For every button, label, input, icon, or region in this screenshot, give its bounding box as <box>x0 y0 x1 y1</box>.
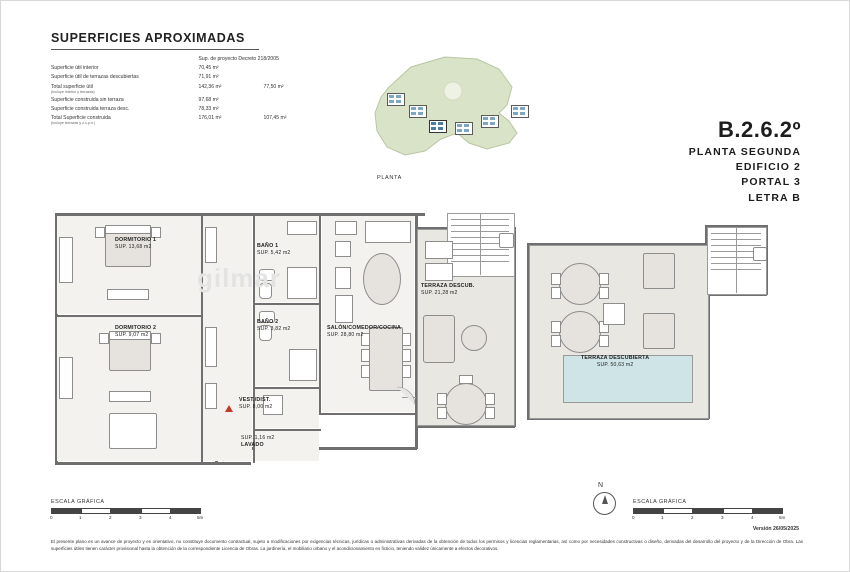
dresser-2 <box>109 391 151 402</box>
terrace-plan <box>525 207 815 472</box>
scale-bar-left <box>50 499 204 520</box>
wall-salon-bottom <box>319 413 417 415</box>
table-row <box>51 95 321 104</box>
label-vestibule-area: SUP. 8,00 m2 <box>239 404 273 411</box>
wall-bottom-left <box>55 462 251 465</box>
chair-2 <box>361 349 370 362</box>
row-label-text: Total Superficie construida <box>51 115 111 122</box>
row-value-1: 142,36 m² <box>198 83 222 90</box>
label-laundry <box>241 435 274 449</box>
chair-6 <box>402 365 411 378</box>
label-bath-1 <box>257 243 290 257</box>
row-label: Superficie útil de terrazas descubiertas <box>51 74 139 81</box>
compass-needle <box>602 495 608 504</box>
label-salon-area: SUP. 28,80 m2 <box>327 332 364 339</box>
compass-rose <box>589 483 617 519</box>
table-row <box>51 64 321 73</box>
scale-left-tick-5: 5m <box>197 515 204 520</box>
label-vestibule-name: VEST./DIST. <box>239 397 271 403</box>
row-label: Superficie útil interior <box>51 65 99 72</box>
site-plan-caption: PLANTA <box>377 175 402 181</box>
compass-north-label: N <box>598 482 604 489</box>
row-label-sub: (Incluye terrazas y z.c.p.n.) <box>51 121 96 126</box>
sideboard <box>335 295 353 323</box>
terrace-dining-table <box>445 383 487 425</box>
door-swing-salon <box>395 385 417 407</box>
terrace-chair-2 <box>437 407 447 419</box>
sink-bath1 <box>259 269 275 281</box>
label-salon-name: SALÓN/COMEDOR/COCINA <box>327 325 402 331</box>
terrace-lounge-2 <box>643 313 675 349</box>
terrace-chair-f <box>551 335 561 347</box>
terrace-chair-c <box>599 273 609 285</box>
terr-stair-core <box>707 227 767 295</box>
bed-2 <box>109 337 151 371</box>
closet-corridor-3 <box>205 383 217 409</box>
label-bath-2 <box>257 319 290 333</box>
scale-right-title: ESCALA GRÁFICA <box>633 499 687 505</box>
table-row <box>51 114 321 127</box>
scale-left-tick-2: 2 <box>109 515 112 520</box>
scale-right-tick-4: 4 <box>751 515 754 520</box>
site-block-4 <box>481 115 499 128</box>
terrace-chair-5 <box>459 375 473 384</box>
legal-disclaimer: El presente plano es un avance de proyecto y es orientativo, no constituye documento contractual, sujeto a modificaciones por exigencias técnicas, jurídicas o administrativas derivadas de la obtención de todos los permisos y licencias reglamentarias, así como por necesidades constructivas o diseño, derivadas del desarrollo del proyecto y de la Dirección de Obra. Las superficies útiles tienen carácter provisional hasta la obtención de la correspondiente Licencia de Obras. La jardinería, el mobiliario urbano y el acondicionamiento es ficticio, teniendo validez únicamente a efectos decorativos. <box>51 539 803 551</box>
row-value-2 <box>264 105 322 114</box>
terrace-chair-4 <box>485 407 495 419</box>
nightstand-left-2 <box>99 333 109 344</box>
unit-letter: LETRA B <box>748 191 801 204</box>
scale-left-tick-0: 0 <box>50 515 53 520</box>
label-bedroom-2 <box>115 325 156 339</box>
label-laundry-area: SUP. 1,16 m2 <box>241 435 275 441</box>
apartment-floor-plan <box>47 207 517 472</box>
terrace-round-table-1 <box>559 263 601 305</box>
scale-left-tick-4: 4 <box>169 515 172 520</box>
row-label <box>51 114 199 127</box>
seating-2 <box>109 413 157 449</box>
bathtub-bath1 <box>287 221 317 235</box>
nightstand-left-1 <box>95 227 105 238</box>
header-col-label: Sup. de proyecto Decreto 218/2005 <box>198 55 279 62</box>
row-label: Superficie construida terraza desc. <box>51 106 130 113</box>
row-value-2: 107,45 m² <box>263 115 287 122</box>
wall-salon-left <box>319 213 321 413</box>
unit-code: B.2.6.2º <box>718 117 801 142</box>
wardrobe-2 <box>59 357 73 399</box>
wardrobe-1 <box>59 237 73 283</box>
label-bedroom-1-name: DORMITORIO 1 <box>115 237 157 243</box>
label-terrace-open-area: SUP. 50,63 m2 <box>596 362 634 369</box>
label-bath-1-area: SUP. 5,42 m2 <box>257 250 291 257</box>
kitchen-island <box>365 221 411 243</box>
scale-right-bar <box>632 508 786 520</box>
scale-left-title: ESCALA GRÁFICA <box>51 499 105 505</box>
label-bath-2-area: SUP. 3,82 m2 <box>257 326 291 333</box>
terrace-lounge-1 <box>643 253 675 289</box>
label-bedroom-2-name: DORMITORIO 2 <box>115 325 157 331</box>
site-block-2 <box>409 105 427 118</box>
bed-1-headboard <box>105 225 151 234</box>
scale-right-tick-5: 5m <box>779 515 786 520</box>
scale-right-tick-1: 1 <box>661 515 664 520</box>
terrace-table <box>461 325 487 351</box>
kitchen-counter-1 <box>335 221 357 235</box>
closet-corridor-2 <box>205 327 217 367</box>
terrace-round-table-2 <box>559 311 601 353</box>
scale-right-tick-0: 0 <box>632 515 635 520</box>
label-vestibule <box>239 397 272 411</box>
scale-left-tick-3: 3 <box>139 515 142 520</box>
surfaces-title: SUPERFICIES APROXIMADAS <box>51 31 245 45</box>
scale-right-tick-2: 2 <box>691 515 694 520</box>
row-value-1: 78,33 m² <box>198 106 219 113</box>
toilet-bath1 <box>259 283 272 299</box>
label-bedroom-2-area: SUP. 9,07 m2 <box>115 332 149 339</box>
row-value-2: 77,50 m² <box>263 83 284 90</box>
entry-direction-marker <box>225 405 233 412</box>
closet-corridor-1 <box>205 227 217 263</box>
terrace-chair-3 <box>485 393 495 405</box>
table-row <box>51 82 321 95</box>
label-terrace-covered-name: TERRAZA DESCUB. <box>421 283 475 289</box>
scale-bar-right <box>632 499 786 520</box>
row-value-1: 70,45 m² <box>198 65 219 72</box>
unit-portal: PORTAL 3 <box>741 176 801 189</box>
label-salon <box>327 325 401 339</box>
site-key-plan <box>349 47 569 181</box>
label-bath-2-name: BAÑO 2 <box>257 319 279 325</box>
label-bedroom-1-area: SUP. 13,68 m2 <box>115 244 152 251</box>
terrace-chair-a <box>551 273 561 285</box>
label-terrace-open <box>581 355 649 369</box>
terr-stair-marker <box>753 247 767 261</box>
label-bedroom-1 <box>115 237 156 251</box>
kitchen-fridge <box>335 267 351 289</box>
label-terrace-covered <box>421 283 474 297</box>
table-row <box>51 105 321 114</box>
terrace-chair-d <box>599 287 609 299</box>
chair-5 <box>402 349 411 362</box>
row-value-2 <box>264 73 322 82</box>
dresser-1 <box>107 289 149 300</box>
unit-building: EDIFICIO 2 <box>735 161 801 174</box>
row-value-1: 71,91 m² <box>198 74 219 81</box>
row-label: Superficie construida sin terraza <box>51 97 124 103</box>
unit-identification-block <box>689 117 801 206</box>
table-row <box>51 73 321 82</box>
watermark: gilmar <box>197 263 282 293</box>
scale-left-tick-1: 1 <box>79 515 82 520</box>
label-terrace-covered-area: SUP. 21,28 m2 <box>421 290 458 297</box>
kitchen-appliance <box>335 241 351 257</box>
terrace-lounger-2 <box>425 263 453 281</box>
row-value-1: 176,01 m² <box>198 115 222 122</box>
site-block-3 <box>455 122 473 135</box>
row-label-text: Total superficie útil <box>51 83 93 90</box>
shower-bath2 <box>289 349 317 381</box>
terrace-chair-b <box>551 287 561 299</box>
version-stamp: Versión 26/05/2025 <box>752 526 799 532</box>
surfaces-table-block <box>51 31 321 127</box>
title-underline <box>51 49 259 50</box>
site-block-5 <box>511 105 529 118</box>
chair-4 <box>402 333 411 346</box>
site-block-selected[interactable] <box>429 120 447 133</box>
header-blank <box>51 54 199 64</box>
terrace-coffee-table <box>603 303 625 325</box>
stair-marker <box>499 233 514 248</box>
row-value-1: 97,68 m² <box>198 97 219 103</box>
label-laundry-name: LAVADO <box>241 441 264 448</box>
surfaces-table <box>51 54 321 127</box>
site-outline-shape <box>349 47 569 175</box>
site-block-1 <box>387 93 405 106</box>
sofa-round <box>363 253 401 305</box>
row-label-sub: (Incluye interior y terrazas) <box>51 89 95 94</box>
chair-3 <box>361 365 370 378</box>
table-header-row <box>51 54 321 64</box>
shower-bath1 <box>287 267 317 299</box>
row-label <box>51 82 199 95</box>
row-value-2 <box>264 95 322 104</box>
label-terrace-open-name: TERRAZA DESCUBIERTA <box>581 355 650 361</box>
scale-right-tick-3: 3 <box>721 515 724 520</box>
unit-floor: PLANTA SEGUNDA <box>688 146 801 158</box>
row-value-2 <box>264 64 322 73</box>
terrace-chair-e <box>551 321 561 333</box>
terrace-chair-1 <box>437 393 447 405</box>
label-bath-1-name: BAÑO 1 <box>257 243 279 249</box>
terrace-lounger-1 <box>425 241 453 259</box>
scale-left-bar <box>50 508 204 520</box>
terrace-sofa <box>423 315 455 363</box>
terrace-chair-h <box>599 335 609 347</box>
